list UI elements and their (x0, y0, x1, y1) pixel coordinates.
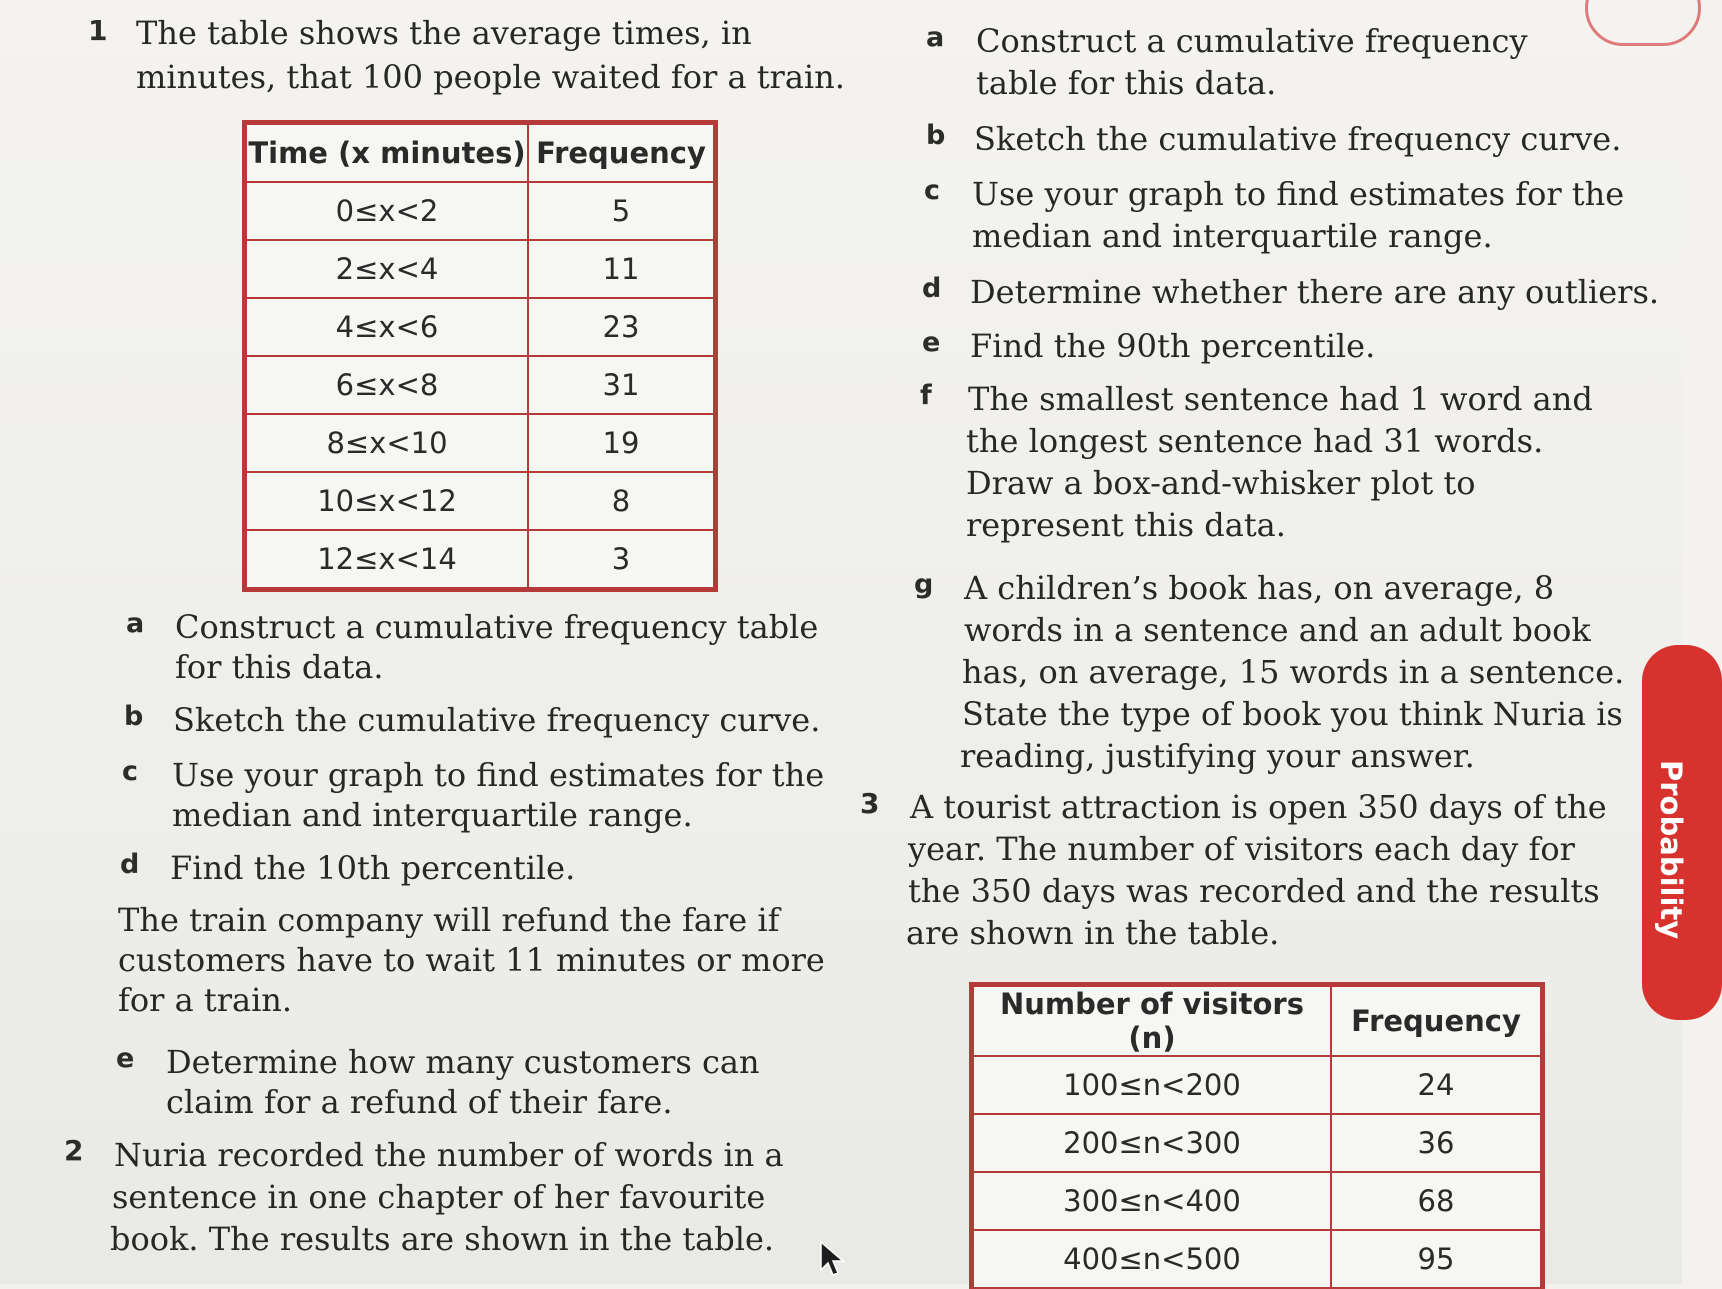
question-1-number: 1 (88, 14, 108, 47)
table-cell-frequency: 8 (528, 472, 714, 530)
q2-part-a-label: a (926, 22, 945, 53)
mouse-pointer-icon (818, 1240, 848, 1280)
q1-part-c-line1: Use your graph to find estimates for the (172, 756, 825, 794)
q2-part-g-line5: reading, justifying your answer. (960, 737, 1475, 775)
q2-part-f-line2: the longest sentence had 31 words. (966, 422, 1544, 460)
q1-part-d-label: d (120, 849, 140, 880)
table-header-time: Time (x minutes) (246, 124, 528, 182)
table-row (973, 1114, 1541, 1172)
q2-part-f-line4: represent this data. (966, 506, 1286, 544)
q2-part-b-label: b (926, 120, 946, 151)
q1-frequency-table (245, 123, 715, 589)
table-cell-interval: 400≤n<500 (973, 1230, 1331, 1288)
table-cell-interval: 0≤x<2 (246, 182, 528, 240)
q1-part-e-line1: Determine how many customers can (166, 1043, 760, 1081)
question-3-number: 3 (860, 787, 880, 820)
question-2-line2: sentence in one chapter of her favourite (112, 1178, 766, 1216)
q2-part-g-line2: words in a sentence and an adult book (964, 611, 1591, 649)
table-cell-interval: 300≤n<400 (973, 1172, 1331, 1230)
table-cell-frequency: 23 (528, 298, 714, 356)
question-3-line4: are shown in the table. (906, 914, 1280, 952)
table-header-row (973, 986, 1541, 1056)
question-1-intro-line1: The table shows the average times, in (136, 14, 752, 52)
table-row (973, 1172, 1541, 1230)
question-2-line1: Nuria recorded the number of words in a (114, 1136, 784, 1174)
q2-part-c-line1: Use your graph to find estimates for the (972, 175, 1625, 213)
table-cell-frequency: 68 (1331, 1172, 1541, 1230)
question-2-line3: book. The results are shown in the table. (110, 1220, 775, 1258)
question-3-line3: the 350 days was recorded and the results (908, 872, 1600, 910)
table-cell-interval: 8≤x<10 (246, 414, 528, 472)
table-cell-frequency: 5 (528, 182, 714, 240)
table-header-row (246, 124, 714, 182)
q1-part-e-label: e (116, 1043, 135, 1074)
table-cell-frequency: 11 (528, 240, 714, 298)
q1-refund-line3: for a train. (118, 981, 293, 1019)
chapter-side-tab-label: Probability (1654, 760, 1688, 940)
question-2-number: 2 (64, 1134, 84, 1167)
table-row (973, 1056, 1541, 1114)
table-cell-interval: 2≤x<4 (246, 240, 528, 298)
q1-part-e-line2: claim for a refund of their fare. (166, 1083, 673, 1121)
q1-refund-line2: customers have to wait 11 minutes or more (118, 941, 825, 979)
q1-refund-line1: The train company will refund the fare if (118, 901, 780, 939)
table-cell-frequency: 36 (1331, 1114, 1541, 1172)
q2-part-e-label: e (922, 327, 941, 358)
q1-part-b-label: b (124, 701, 144, 732)
q1-part-d-text: Find the 10th percentile. (170, 849, 576, 887)
q2-part-a-line2: table for this data. (976, 64, 1277, 102)
question-3-line2: year. The number of visitors each day for (908, 830, 1575, 868)
table-cell-frequency: 3 (528, 530, 714, 588)
q2-part-b-text: Sketch the cumulative frequency curve. (974, 120, 1622, 158)
q2-part-f-line3: Draw a box-and-whisker plot to (966, 464, 1476, 502)
table-row (246, 356, 714, 414)
table-row (246, 414, 714, 472)
table-cell-interval: 12≤x<14 (246, 530, 528, 588)
table-row (973, 1230, 1541, 1288)
q2-part-d-label: d (922, 273, 942, 304)
question-3-line1: A tourist attraction is open 350 days of the (910, 788, 1607, 826)
q3-frequency-table (972, 985, 1542, 1289)
q1-part-c-label: c (122, 756, 139, 787)
q2-part-a-line1: Construct a cumulative frequency (976, 22, 1528, 60)
table-cell-interval: 10≤x<12 (246, 472, 528, 530)
q2-part-f-label: f (920, 380, 932, 411)
q2-part-d-text: Determine whether there are any outliers. (970, 273, 1660, 311)
table-cell-frequency: 24 (1331, 1056, 1541, 1114)
table-row (246, 240, 714, 298)
table-cell-frequency: 19 (528, 414, 714, 472)
table-row (246, 530, 714, 588)
q2-part-f-line1: The smallest sentence had 1 word and (968, 380, 1593, 418)
q2-part-e-text: Find the 90th percentile. (970, 327, 1376, 365)
table-row (246, 182, 714, 240)
table-cell-interval: 200≤n<300 (973, 1114, 1331, 1172)
q1-part-a-line1: Construct a cumulative frequency table (175, 608, 819, 646)
q2-part-g-line4: State the type of book you think Nuria is (962, 695, 1623, 733)
q1-part-b-text: Sketch the cumulative frequency curve. (173, 701, 821, 739)
q2-part-g-line3: has, on average, 15 words in a sentence. (962, 653, 1625, 691)
q1-part-a-line2: for this data. (175, 648, 384, 686)
q2-part-c-line2: median and interquartile range. (972, 217, 1493, 255)
q2-part-g-line1: A children’s book has, on average, 8 (964, 569, 1555, 607)
table-cell-interval: 4≤x<6 (246, 298, 528, 356)
table-header-frequency: Frequency (528, 124, 714, 182)
question-1-intro-line2: minutes, that 100 people waited for a train. (136, 58, 845, 96)
table-header-frequency: Frequency (1331, 986, 1541, 1056)
table-row (246, 472, 714, 530)
q2-part-c-label: c (924, 175, 941, 206)
table-header-visitors: Number of visitors (n) (973, 986, 1331, 1056)
table-cell-frequency: 95 (1331, 1230, 1541, 1288)
q2-part-g-label: g (914, 569, 934, 600)
corner-logo-icon (1585, 0, 1701, 46)
table-cell-interval: 100≤n<200 (973, 1056, 1331, 1114)
table-cell-interval: 6≤x<8 (246, 356, 528, 414)
q1-part-a-label: a (126, 608, 145, 639)
table-row (246, 298, 714, 356)
table-cell-frequency: 31 (528, 356, 714, 414)
q1-part-c-line2: median and interquartile range. (172, 796, 693, 834)
